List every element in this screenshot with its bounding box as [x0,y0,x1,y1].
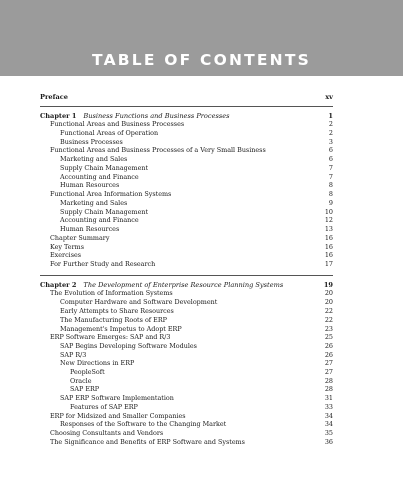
toc-entry-label: Supply Chain Management [60,164,149,172]
toc-entry-page: 6 [328,146,333,154]
toc-entry-label: Marketing and Sales [60,155,128,163]
page-title: TABLE OF CONTENTS [92,51,311,69]
toc-entry-preface[interactable] [40,93,333,102]
toc-entry[interactable] [40,216,333,225]
toc-entry-label: Human Resources [60,181,120,189]
toc-entry[interactable] [40,120,333,129]
toc-entry-label: Key Terms [50,243,84,251]
toc-entry-label: Preface [40,93,68,101]
toc-entry-label: Functional Areas and Business Processes of a Very Small Business [50,146,266,154]
toc-entry-page: 9 [328,199,333,207]
toc-entry[interactable] [40,394,333,403]
toc-entry-label: Supply Chain Management [60,208,149,216]
toc-entry-page: 36 [324,438,333,446]
toc-entry-label: Marketing and Sales [60,199,128,207]
toc-entry[interactable] [40,316,333,325]
toc-entry-label: SAP Begins Developing Software Modules [60,342,197,350]
toc-entry[interactable] [40,251,333,260]
chapter-title: The Development of Enterprise Resource Planning Systems [83,281,284,289]
toc-entry-page: 10 [324,208,333,216]
toc-entry-label: Accounting and Finance [60,216,139,224]
toc-entry[interactable] [40,368,333,377]
toc-entry-label: The Evolution of Information Systems [50,289,173,297]
toc-entry[interactable] [40,385,333,394]
toc-entry-page: 22 [324,316,333,324]
toc-entry-label: The Manufacturing Roots of ERP [60,316,167,324]
toc-entry-label: Features of SAP ERP [70,403,138,411]
toc-entry-page: 2 [328,129,333,137]
toc-entry[interactable] [40,225,333,234]
divider [40,106,333,107]
toc-entry[interactable] [40,146,333,155]
toc-entry-label: Responses of the Software to the Changing Market [60,420,227,428]
toc-entry[interactable] [40,307,333,316]
divider [40,275,333,276]
toc-entry[interactable] [40,155,333,164]
toc-entry-page: 7 [328,164,333,172]
toc-entry[interactable] [40,260,333,269]
toc-entry-page: 16 [324,243,333,251]
toc-entry-page: 26 [324,342,333,350]
toc-entry-page: 23 [324,325,333,333]
toc-entry[interactable] [40,234,333,243]
toc-entry[interactable] [40,190,333,199]
toc-entry-label: Functional Areas of Operation [60,129,159,137]
toc-entry-page: 6 [328,155,333,163]
toc-entry-label: For Further Study and Research [50,260,156,268]
toc-entry[interactable] [40,181,333,190]
toc-entry-page: 31 [324,394,333,402]
toc-entry[interactable] [40,289,333,298]
toc-entry-label: SAP ERP [70,385,100,393]
toc-entry-page: 28 [324,385,333,393]
toc-entry-page: 27 [324,368,333,376]
toc-entry[interactable] [40,129,333,138]
toc-entry-page: 34 [324,420,333,428]
toc-entry[interactable] [40,199,333,208]
toc-entry-label: Human Resources [60,225,120,233]
toc-entry-label: Computer Hardware and Software Development [60,298,218,306]
toc-entry-label: New Directions in ERP [60,359,135,367]
toc-entry-page: 33 [324,403,333,411]
toc-entry-page: 20 [324,298,333,306]
toc-entry-page: 22 [324,307,333,315]
toc-entry-page: 16 [324,234,333,242]
toc-entry[interactable] [40,438,333,447]
toc-entry[interactable] [40,420,333,429]
toc-entry[interactable] [40,359,333,368]
toc-entry-label: Business Processes [60,138,123,146]
toc-entry-label: SAP R/3 [60,351,87,359]
toc-entry-page: 27 [324,359,333,367]
toc-entry-page: 7 [328,173,333,181]
toc-entry-label: The Significance and Benefits of ERP Software and Systems [50,438,245,446]
toc-entry-label: Early Attempts to Share Resources [60,307,174,315]
toc-entry-label: Functional Areas and Business Processes [50,120,185,128]
toc-entry-label: Functional Area Information Systems [50,190,172,198]
chapter-number: Chapter 1 [40,112,77,120]
toc-entry-label: Management's Impetus to Adopt ERP [60,325,182,333]
toc-entry-label: ERP Software Emerges: SAP and R/3 [50,333,171,341]
toc-entry-page: 19 [323,281,333,289]
toc-entry-page: 26 [324,351,333,359]
toc-entry[interactable] [40,164,333,173]
toc-entry-page: xv [325,93,333,101]
toc-entry-label: PeopleSoft [70,368,105,376]
toc-entry-label: SAP ERP Software Implementation [60,394,174,402]
toc-entry-page: 25 [324,333,333,341]
toc-entry-page: 20 [324,289,333,297]
chapter-title: Business Functions and Business Processes [83,112,230,120]
toc-entry[interactable] [40,298,333,307]
toc-entry-label: Oracle [70,377,92,385]
toc-entry-page: 12 [324,216,333,224]
toc-entry[interactable] [40,342,333,351]
toc-entry-page: 13 [324,225,333,233]
toc-entry-label: Choosing Consultants and Vendors [50,429,164,437]
toc-entry-label: ERP for Midsized and Smaller Companies [50,412,186,420]
toc-entry-page: 2 [328,120,333,128]
toc-entry-page: 35 [324,429,333,437]
toc-entry[interactable] [40,429,333,438]
toc-entry-label: Chapter Summary [50,234,110,242]
toc-entry-page: 16 [324,251,333,259]
toc-entry-page: 17 [324,260,333,268]
toc-entry[interactable] [40,333,333,342]
chapter-number: Chapter 2 [40,281,77,289]
toc-entry-page: 34 [324,412,333,420]
toc-entry-label: Accounting and Finance [60,173,139,181]
toc-entry-label: Exercises [50,251,82,259]
toc-entry-page: 8 [328,190,333,198]
toc-entry-page: 28 [324,377,333,385]
toc-entry[interactable] [40,403,333,412]
toc-entry-page: 8 [328,181,333,189]
toc-entry-page: 3 [328,138,333,146]
toc-entry-page: 1 [328,112,333,120]
